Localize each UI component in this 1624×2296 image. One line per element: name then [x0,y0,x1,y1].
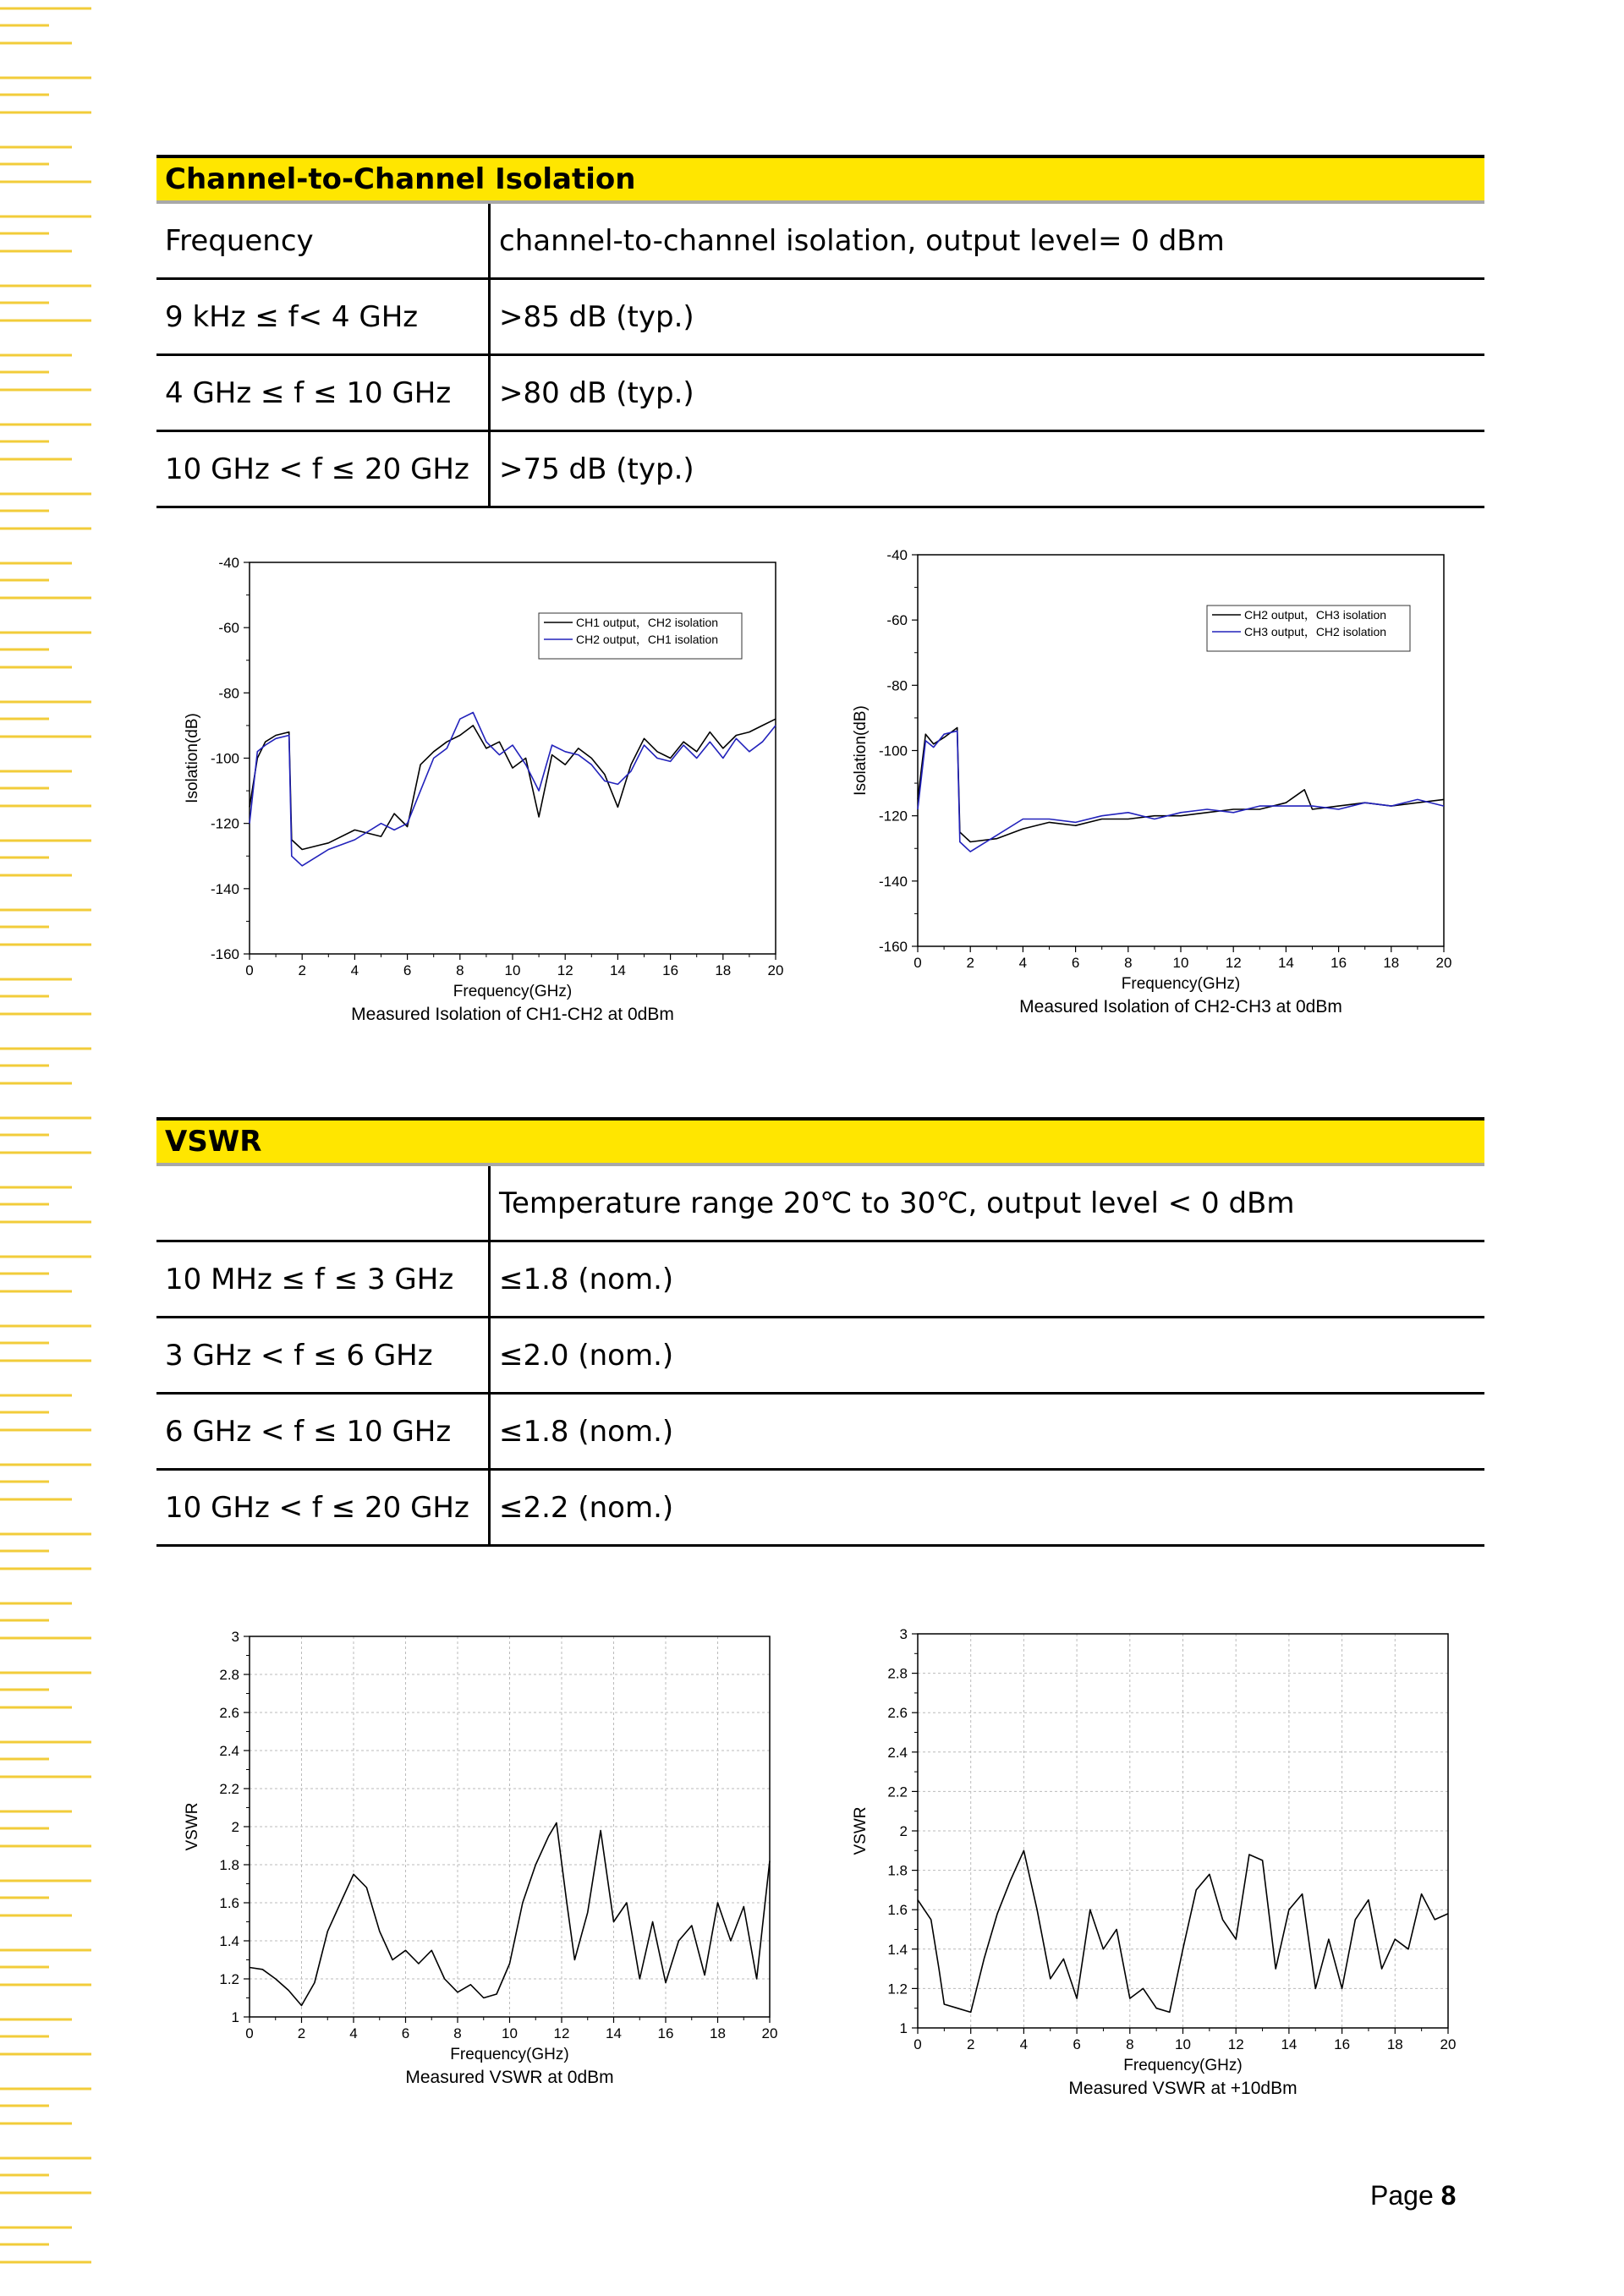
x-tick-label: 8 [1124,955,1133,971]
x-tick-label: 2 [298,962,306,978]
x-tick-label: 14 [606,2025,622,2041]
y-tick-label: 1.8 [887,1862,908,1879]
spec-row [156,204,1484,279]
spec-row [156,1241,1484,1318]
y-tick-label: -60 [886,612,908,629]
y-tick-label: 2.6 [887,1705,908,1722]
x-tick-label: 18 [710,2025,726,2041]
spec-value-cell: Temperature range 20℃ to 30℃, output level < 0 dBm [490,1166,1485,1241]
y-tick-label: -60 [218,620,239,637]
spec-value-cell: >80 dB (typ.) [490,355,1485,431]
x-tick-label: 8 [453,2025,462,2041]
isolation-chart-ch1-ch2 [165,533,808,1040]
chart-caption: Measured Isolation of CH2-CH3 at 0dBm [1019,997,1342,1016]
x-tick-label: 6 [403,962,412,978]
vswr-chart-0dbm [165,1615,808,2106]
x-tick-label: 4 [1019,2036,1029,2052]
x-tick-label: 20 [1435,955,1452,971]
spec-row [156,355,1484,431]
x-tick-label: 12 [553,2025,570,2041]
y-tick-label: -80 [218,685,239,702]
y-tick-label: 1.2 [887,1981,908,1997]
spec-row [156,1166,1484,1241]
spec-row [156,431,1484,507]
y-axis-label: VSWR [184,1802,201,1851]
x-tick-label: 18 [715,962,732,978]
spec-frequency-cell: 9 kHz ≤ f< 4 GHz [156,279,490,355]
y-tick-label: -40 [218,555,239,571]
legend-label: CH2 output，CH1 isolation [576,633,719,646]
y-tick-label: -120 [878,808,908,825]
spec-value-cell: >85 dB (typ.) [490,279,1485,355]
spec-row [156,279,1484,355]
x-tick-label: 18 [1386,2036,1403,2052]
x-tick-label: 0 [914,2036,922,2052]
x-tick-label: 16 [1330,955,1347,971]
spec-value-cell: ≤1.8 (nom.) [490,1241,1485,1318]
y-tick-label: 1.4 [219,1933,239,1949]
x-tick-label: 4 [1018,955,1028,971]
y-axis-label: Isolation(dB) [852,705,870,796]
x-tick-label: 2 [297,2025,306,2041]
y-tick-label: -40 [886,547,908,563]
vswr-section-title: VSWR [165,1125,262,1159]
legend-label: CH1 output，CH2 isolation [576,616,719,629]
x-tick-label: 20 [1440,2036,1457,2052]
y-tick-label: 2.2 [887,1784,908,1800]
x-tick-label: 8 [1126,2036,1134,2052]
series-line [918,731,1444,852]
spec-value-cell: ≤1.8 (nom.) [490,1394,1485,1470]
isolation-spec-table [156,204,1484,508]
y-tick-label: 3 [231,1629,239,1645]
y-tick-label: -160 [210,946,239,962]
y-tick-label: 1.6 [219,1895,239,1911]
legend-label: CH3 output，CH2 isolation [1244,625,1387,638]
spec-frequency-cell: 10 GHz < f ≤ 20 GHz [156,1470,490,1546]
x-tick-label: 18 [1383,955,1400,971]
vswr-spec-table [156,1166,1484,1547]
y-tick-label: 3 [899,1626,908,1642]
x-tick-label: 20 [761,2025,778,2041]
page-number: 8 [1440,2180,1457,2211]
y-tick-label: 1.6 [887,1902,908,1919]
x-tick-label: 6 [1073,2036,1081,2052]
x-tick-label: 14 [1281,2036,1298,2052]
x-tick-label: 10 [1172,955,1189,971]
series-line [250,719,776,849]
x-axis-label: Frequency(GHz) [453,983,573,1000]
y-tick-label: 2.8 [887,1665,908,1682]
x-tick-label: 0 [245,2025,254,2041]
y-tick-label: 1 [899,2020,908,2036]
y-tick-label: -140 [878,873,908,890]
x-tick-label: 10 [502,2025,518,2041]
y-tick-label: 2.4 [887,1744,908,1761]
y-tick-label: 1.4 [887,1941,908,1958]
y-tick-label: -120 [210,815,239,832]
spec-frequency-cell: 10 MHz ≤ f ≤ 3 GHz [156,1241,490,1318]
x-tick-label: 6 [401,2025,410,2041]
x-tick-label: 10 [504,962,521,978]
x-tick-label: 10 [1175,2036,1191,2052]
x-axis-label: Frequency(GHz) [450,2046,569,2063]
y-tick-label: 2.8 [219,1667,239,1683]
y-tick-label: 1.2 [219,1971,239,1987]
isolation-section-header [156,155,1484,204]
spec-frequency-cell: Frequency [156,204,490,279]
spec-value-cell: ≤2.2 (nom.) [490,1470,1485,1546]
x-tick-label: 0 [245,962,254,978]
chart-caption: Measured VSWR at +10dBm [1068,2079,1298,2098]
chart-caption: Measured Isolation of CH1-CH2 at 0dBm [351,1005,674,1024]
x-tick-label: 16 [657,2025,674,2041]
x-tick-label: 0 [914,955,922,971]
y-tick-label: 2.4 [219,1743,239,1759]
y-axis-label: VSWR [852,1806,870,1855]
x-tick-label: 16 [1334,2036,1351,2052]
margin-decoration [0,0,102,2296]
y-tick-label: -80 [886,677,908,694]
legend-label: CH2 output，CH3 isolation [1244,608,1387,622]
y-tick-label: -100 [210,750,239,767]
page-label: Page [1370,2180,1434,2211]
isolation-section-title: Channel-to-Channel Isolation [165,162,636,196]
spec-value-cell: ≤2.0 (nom.) [490,1318,1485,1394]
x-tick-label: 2 [966,2036,975,2052]
y-tick-label: 2 [899,1823,908,1839]
y-tick-label: 1 [231,2009,239,2025]
y-tick-label: 2.2 [219,1781,239,1797]
spec-row [156,1318,1484,1394]
spec-frequency-cell: 3 GHz < f ≤ 6 GHz [156,1318,490,1394]
y-axis-label: Isolation(dB) [184,713,201,803]
spec-row [156,1394,1484,1470]
spec-value-cell: >75 dB (typ.) [490,431,1485,507]
x-tick-label: 12 [1225,955,1242,971]
x-tick-label: 4 [349,2025,358,2041]
x-tick-label: 12 [1227,2036,1244,2052]
y-tick-label: 2.6 [219,1705,239,1721]
spec-frequency-cell: 4 GHz ≤ f ≤ 10 GHz [156,355,490,431]
page-footer [1370,2180,1456,2211]
chart-caption: Measured VSWR at 0dBm [405,2068,614,2087]
spec-frequency-cell: 10 GHz < f ≤ 20 GHz [156,431,490,507]
spec-value-cell: channel-to-channel isolation, output level= 0 dBm [490,204,1485,279]
spec-frequency-cell [156,1166,490,1241]
vswr-chart-10dbm [833,1615,1476,2114]
spec-row [156,1470,1484,1546]
y-tick-label: -100 [878,743,908,759]
x-tick-label: 20 [767,962,784,978]
x-tick-label: 4 [350,962,359,978]
spec-frequency-cell: 6 GHz < f ≤ 10 GHz [156,1394,490,1470]
x-tick-label: 6 [1071,955,1080,971]
y-tick-label: -160 [878,939,908,955]
x-axis-label: Frequency(GHz) [1121,975,1241,993]
y-tick-label: 2 [231,1819,239,1835]
x-tick-label: 14 [1277,955,1294,971]
x-tick-label: 2 [966,955,974,971]
y-tick-label: 1.8 [219,1857,239,1873]
x-tick-label: 8 [456,962,464,978]
x-axis-label: Frequency(GHz) [1123,2057,1243,2074]
series-line [918,728,1444,842]
isolation-chart-ch2-ch3 [833,528,1476,1035]
x-tick-label: 16 [662,962,679,978]
vswr-section-header [156,1117,1484,1166]
y-tick-label: -140 [210,880,239,897]
x-tick-label: 12 [557,962,573,978]
x-tick-label: 14 [609,962,626,978]
